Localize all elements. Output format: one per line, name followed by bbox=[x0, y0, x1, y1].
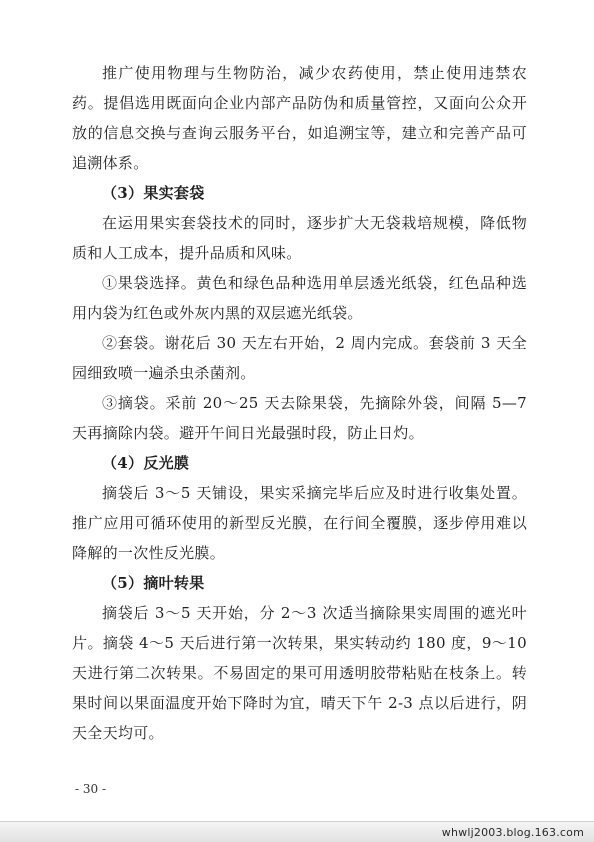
paragraph-bagging-intro: 在运用果实套袋技术的同时，逐步扩大无袋栽培规模，降低物质和人工成本，提升品质和风味。 bbox=[72, 214, 527, 262]
paragraph-reflective-film: 摘袋后 3～5 天铺设，果实采摘完毕后应及时进行收集处置。推广应用可循环使用的新型反光膜，在行间全覆膜，逐步停用难以降解的一次性反光膜。 bbox=[72, 484, 527, 562]
page-number: - 30 - bbox=[75, 782, 107, 796]
section-heading-leaf-removal: （5）摘叶转果 bbox=[102, 574, 205, 592]
paragraph-leaf-removal: 摘袋后 3～5 天开始，分 2～3 次适当摘除果实周围的遮光叶片。摘袋 4～5 天后进行第一次转果，果实转动约 180 度，9～10 天进行第二次转果。不易固定的果可用透明胶带粘贴在枝条上。转果时间以果面温度开始下降时为宜，晴天下午 2-3 点以后进行，阴天全天均可。 bbox=[72, 604, 527, 742]
paragraph-pest-control: 推广使用物理与生物防治，减少农药使用，禁止使用违禁农药。提倡选用既面向企业内部产品防伪和质量管控，又面向公众开放的信息交换与查询云服务平台，如追溯宝等，建立和完善产品可追溯体系。 bbox=[72, 64, 527, 172]
section-heading-reflective-film: （4）反光膜 bbox=[102, 454, 190, 472]
section-heading-fruit-bagging: （3）果实套袋 bbox=[102, 184, 205, 202]
blog-watermark: whwlj2003.blog.163.com bbox=[441, 826, 584, 839]
paragraph-bag-selection: ①果袋选择。黄色和绿色品种选用单层透光纸袋，红色品种选用内袋为红色或外灰内黑的双层遮光纸袋。 bbox=[72, 274, 527, 322]
paragraph-bag-removal: ③摘袋。采前 20～25 天去除果袋，先摘除外袋，间隔 5—7 天再摘除内袋。避开午间日光最强时段，防止日灼。 bbox=[72, 394, 527, 442]
document-body bbox=[72, 58, 527, 748]
paragraph-bagging-timing: ②套袋。谢花后 30 天左右开始，2 周内完成。套袋前 3 天全园细致喷一遍杀虫杀菌剂。 bbox=[72, 334, 527, 382]
